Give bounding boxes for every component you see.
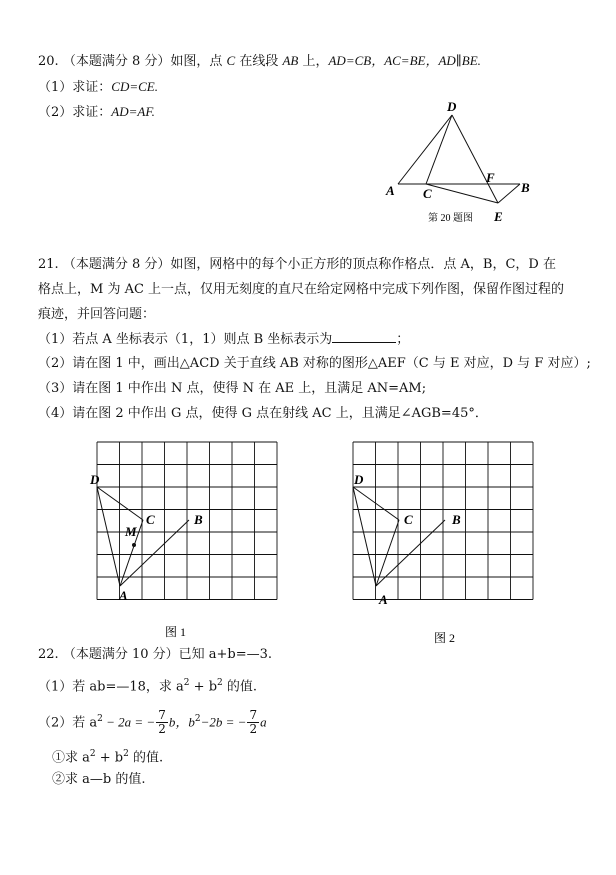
q20-seg-be	[498, 184, 520, 203]
q21-part1-text: （1）若点 A 坐标表示（1，1）则点 B 坐标表示为	[38, 332, 333, 347]
fraction	[156, 709, 168, 736]
q21-figure-1	[88, 432, 288, 652]
q21-line1-text: 如图，网格中的每个小正方形的顶点称作格点．点 A，B，C，D 在	[170, 257, 556, 272]
q22-sub1-b: + b	[95, 750, 124, 766]
q20-seg-ad	[398, 115, 452, 184]
fig1-point-m	[132, 543, 136, 547]
exponent: 2	[217, 678, 223, 688]
q20-stem	[38, 52, 481, 71]
q20-part2	[38, 103, 155, 122]
fraction	[247, 709, 259, 736]
q20-caption: 第 20 题图	[428, 213, 473, 224]
q20-score: （本题满分 8 分）	[62, 54, 171, 69]
q22-part2-mid1: − 2a = −	[102, 714, 156, 730]
q20-part1-expr: CD=CE.	[111, 79, 158, 94]
q21-line2: 格点上，M 为 AC 上一点，仅用无刻度的直尺在给定网格中完成下列作图，保留作图过程的	[38, 282, 565, 297]
q22-part2-mid2: b，b	[168, 714, 195, 730]
q22-score: （本题满分 10 分）	[62, 647, 179, 662]
fig1-seg-da	[97, 487, 120, 586]
q22-part2-label: （2）若 a	[38, 715, 98, 731]
q20-stem-b: 在线段	[235, 54, 283, 69]
fig1-label-b: B	[194, 512, 203, 527]
q20-label-a: A	[386, 183, 395, 198]
q20-stem-a: 如图，点	[170, 54, 227, 69]
fig1-label-d: D	[90, 472, 100, 487]
q21-part1	[38, 330, 409, 349]
fig1-label-m: M	[125, 524, 137, 539]
q20-point-c: C	[226, 53, 236, 68]
q20-seg-dc	[426, 115, 452, 184]
q20-figure	[380, 95, 540, 230]
exponent: 2	[183, 678, 190, 688]
q20-label-d: D	[447, 99, 457, 114]
exponent: 2	[97, 714, 103, 724]
fig2-seg-ab	[376, 520, 445, 586]
q22-part2	[38, 704, 267, 738]
fraction-numerator: 7	[158, 708, 166, 723]
q22-part1-c: 的值.	[222, 679, 258, 695]
exponent: 2	[194, 714, 201, 724]
q20-label-b: B	[521, 180, 530, 195]
q20-conditions: AD=CB，AC=BE，AD∥BE.	[328, 53, 481, 68]
q20-seg-ce	[426, 184, 498, 203]
answer-blank[interactable]	[332, 330, 396, 343]
q20-label-e: E	[494, 209, 503, 224]
fraction-numerator: 7	[249, 708, 258, 723]
q22-part2-mid3: −2b = −	[200, 714, 247, 730]
q22-sub2: ②求 a—b 的值.	[52, 772, 146, 787]
q22-sub1-c: 的值.	[128, 750, 164, 766]
q20-seg-de	[452, 115, 498, 203]
fig2-label-c: C	[404, 512, 413, 527]
fig2-label-a: A	[379, 592, 388, 607]
q22-number: 22.	[38, 647, 59, 662]
q21-line1	[38, 256, 556, 274]
q21-part1-end: ；	[396, 332, 410, 347]
q21-score: （本题满分 8 分）	[62, 257, 171, 272]
fig2-caption: 图 2	[434, 631, 456, 645]
fig2-seg-ca	[376, 520, 399, 586]
q20-label-f: F	[486, 170, 495, 185]
fig2-label-d: D	[354, 472, 364, 487]
fig1-caption: 图 1	[165, 625, 187, 639]
q21-part3: （3）请在图 1 中作出 N 点，使得 N 在 AE 上，且满足 AN=AM;	[38, 381, 427, 396]
q22-stem	[38, 646, 272, 664]
q21-figure-2	[344, 432, 544, 652]
q21-number: 21.	[38, 257, 59, 272]
fig2-label-b: B	[452, 512, 461, 527]
q21-part2: （2）请在图 1 中，画出△ACD 关于直线 AB 对称的图形△AEF（C 与 E 对应，D 与 F 对应）;	[38, 356, 591, 371]
q20-part2-expr: AD=AF.	[111, 104, 155, 119]
q21-part4: （4）请在图 2 中作出 G 点，使得 G 点在射线 AC 上，且满足∠AGB=45°．	[38, 406, 488, 421]
q22-part2-end: a	[260, 714, 267, 730]
q21-line3: 痕迹，并回答问题：	[38, 307, 156, 322]
fig1-label-a: A	[119, 588, 128, 603]
q22-sub1	[52, 745, 163, 767]
exponent: 2	[123, 749, 129, 759]
exponent: 2	[89, 749, 96, 759]
q20-part1-label: （1）求证：	[38, 80, 112, 95]
q20-part1	[38, 78, 158, 97]
q22-stem-text: 已知 a+b=—3.	[178, 647, 273, 662]
fig1-label-c: C	[146, 512, 155, 527]
fraction-denominator: 2	[249, 722, 258, 737]
q20-part2-label: （2）求证：	[38, 105, 112, 120]
q20-label-c: C	[423, 186, 432, 201]
q22-part1-b: + b	[189, 679, 218, 695]
fraction-denominator: 2	[158, 722, 166, 737]
fig2-seg-da	[353, 487, 376, 586]
q20-stem-c: 上，	[298, 54, 329, 69]
q22-sub1-a: ①求 a	[52, 750, 90, 766]
q22-part1	[38, 674, 257, 696]
q20-number: 20.	[38, 54, 59, 69]
q22-part1-a: （1）若 ab=—18，求 a	[38, 679, 184, 695]
q20-seg-ab: AB	[282, 53, 299, 68]
